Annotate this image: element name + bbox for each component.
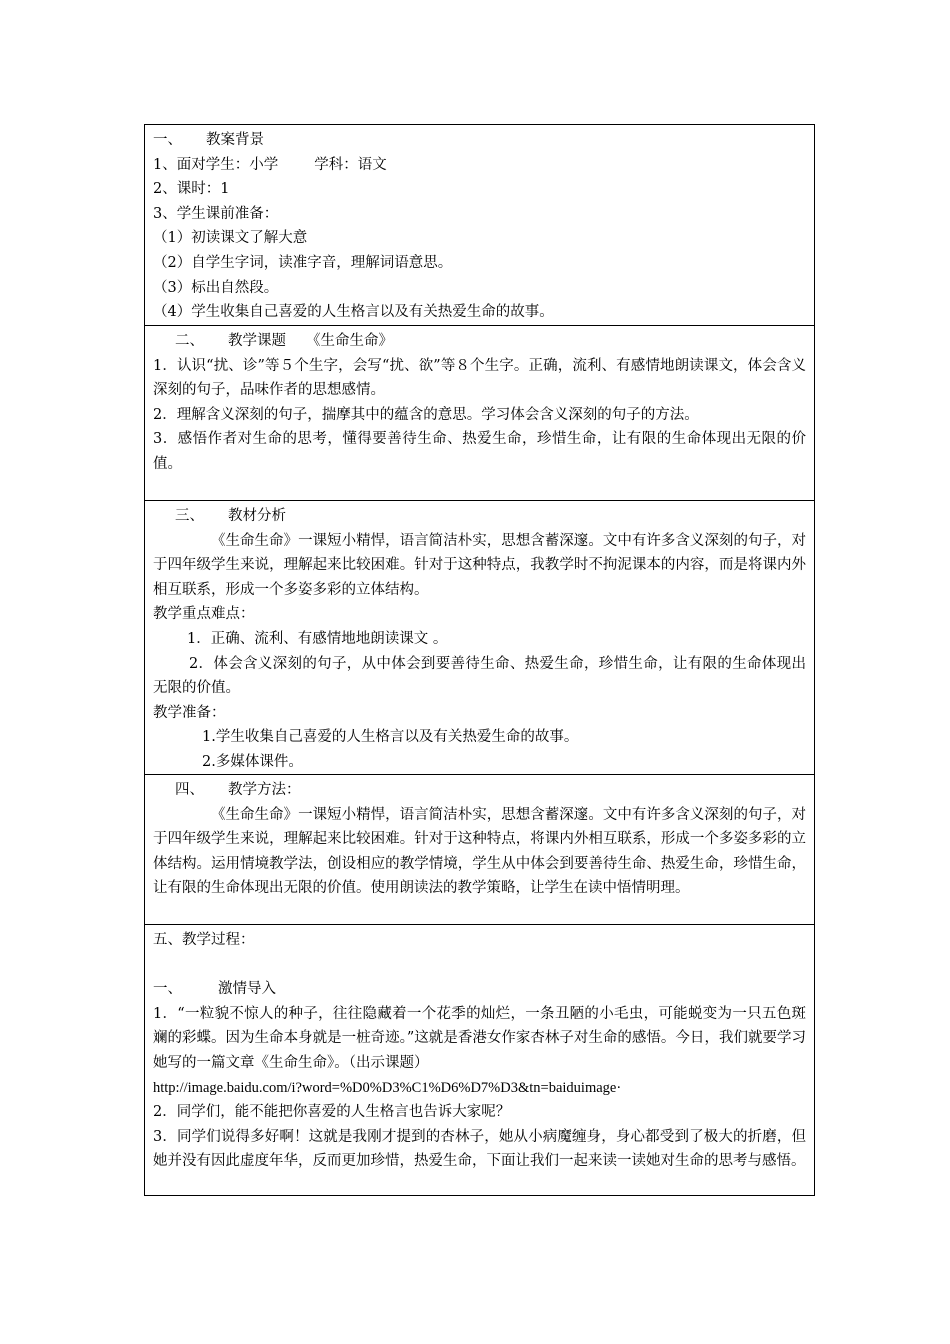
section-heading: 一、 教案背景 [153,132,264,148]
section-heading: 四、 教学方法： [175,782,301,798]
goal-item: 2．理解含义深刻的句子，揣摩其中的蕴含的意思。学习体会含义深刻的句子的方法。 [153,406,699,423]
section-material-analysis [145,500,814,774]
subject-line: 1、面对学生：小学 学科：语文 [153,156,387,173]
prep-title: 3、学生课前准备： [153,205,279,222]
prep-item: 2.多媒体课件。 [202,753,303,770]
list-item: （1）初读课文了解大意 [153,230,308,247]
reference-url: http://image.baidu.com/i?word=%D0%D3%C1%D6%D7%D3&tn=baiduimage· [153,1079,622,1096]
lesson-plan-table [144,124,815,1196]
prep-title: 教学准备： [153,704,226,721]
section-background [145,125,814,325]
key-point-item: 2．体会含义深刻的句子，从中体会到要善待生命、热爱生命，珍惜生命，让有限的生命体现出无限的价值。 [153,655,806,697]
method-paragraph: 《生命生命》一课短小精悍，语言简洁朴实，思想含蓄深邃。文中有许多含义深刻的句子，对于四年级学生来说，理解起来比较困难。针对于这种特点，将课内外相互联系，形成一个多姿多彩的立体结构。运用情境教学法，创设相应的教学情境，学生从中体会到要善待生命、热爱生命，珍惜生命，让有限的生命体现出无限的价值。使用朗读法的教学策略，让学生在读中悟情明理。 [153,806,806,897]
section-topic [145,325,814,500]
goal-item: 1．认识“扰、诊”等５个生字，会写“扰、欲”等８个生字。正确，流利、有感情地朗读课文，体会含义深刻的句子，品味作者的思想感情。 [153,357,806,399]
step-heading: 一、 激情导入 [153,981,276,998]
key-points-title: 教学重点难点： [153,606,255,623]
prep-item: 1.学生收集自己喜爱的人生格言以及有关热爱生命的故事。 [202,729,579,746]
list-item: （4）学生收集自己喜爱的人生格言以及有关热爱生命的故事。 [153,304,554,321]
section-heading: 三、 教材分析 [175,508,286,524]
section-heading: 二、 教学课题 《生命生命》 [175,333,393,349]
hours-line: 2、课时：1 [153,181,230,198]
list-item: （3）标出自然段。 [153,279,279,296]
process-paragraph: 3．同学们说得多好啊！这就是我刚才提到的杏林子，她从小病魔缠身，身心都受到了极大的折磨，但她并没有因此虚度年华，反而更加珍惜，热爱生命，下面让我们一起来读一读她对生命的思考与感悟。 [153,1128,806,1170]
process-paragraph: 1．“一粒貌不惊人的种子，往往隐藏着一个花季的灿烂，一条丑陋的小毛虫，可能蜕变为一只五色斑斓的彩蝶。因为生命本身就是一桩奇迹。”这就是香港女作家杏林子对生命的感悟。今日，我们就要学习她写的一篇文章《生命生命》。（出示课题） [153,1005,806,1071]
key-point-item: 1．正确、流利、有感情地地朗读课文 。 [187,630,448,647]
process-paragraph: 2．同学们，能不能把你喜爱的人生格言也告诉大家呢？ [153,1104,511,1121]
goal-item: 3．感悟作者对生命的思考，懂得要善待生命、热爱生命，珍惜生命，让有限的生命体现出无限的价值。 [153,431,806,472]
list-item: （2）自学生字词，读准字音，理解词语意思。 [153,254,453,271]
section-heading: 五、教学过程： [153,932,255,948]
analysis-paragraph: 《生命生命》一课短小精悍，语言简洁朴实，思想含蓄深邃。文中有许多含义深刻的句子，对于四年级学生来说，理解起来比较困难。针对于这种特点，我教学时不拘泥课本的内容，而是将课内外相互联系，形成一个多姿多彩的立体结构。 [153,532,806,598]
section-teaching-method [145,774,814,924]
section-teaching-process [145,924,814,1195]
